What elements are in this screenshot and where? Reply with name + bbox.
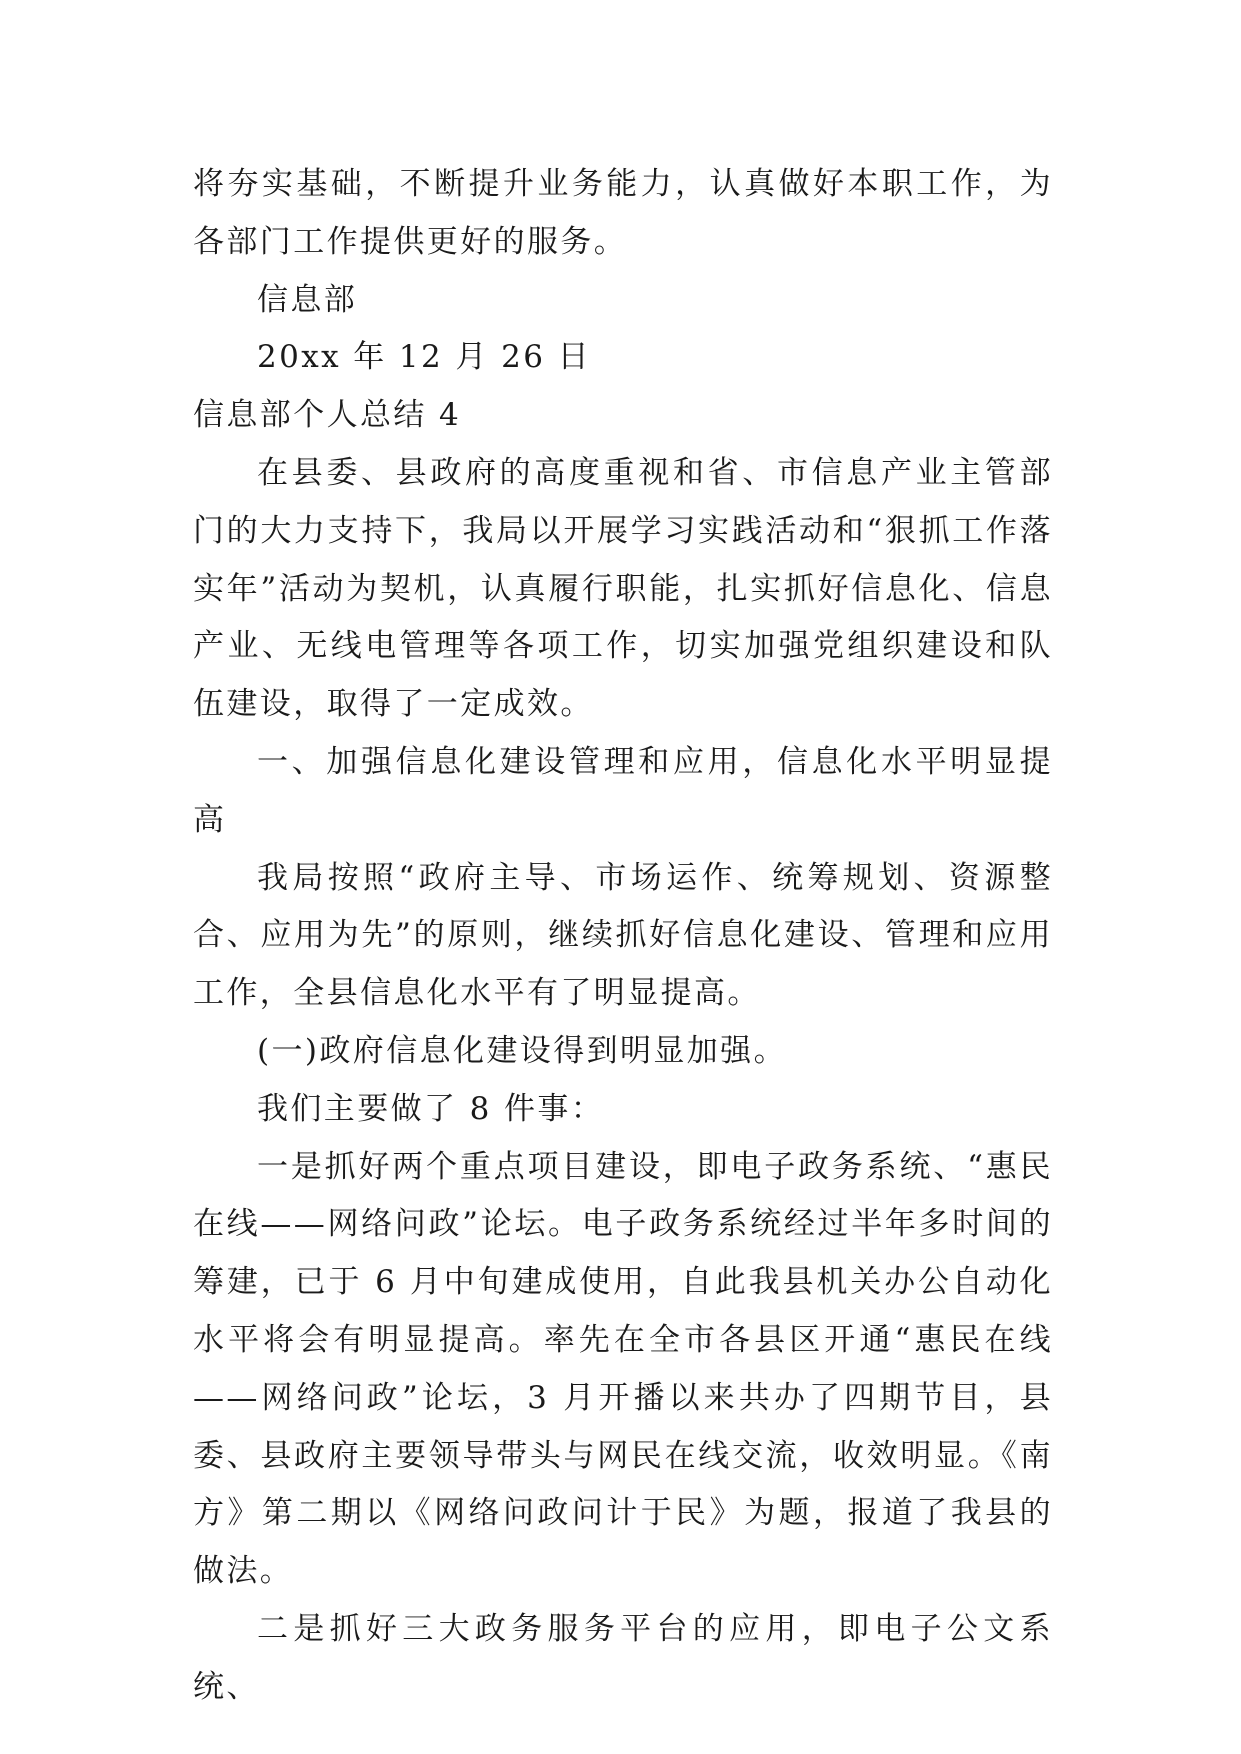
document-body bbox=[193, 156, 1053, 1717]
heading-section-1: 一、加强信息化建设管理和应用，信息化水平明显提高 bbox=[193, 743, 1053, 838]
paragraph-item-2: 二是抓好三大政务服务平台的应用，即电子公文系统、 bbox=[193, 1610, 1053, 1705]
paragraph-eight-things: 我们主要做了 8 件事： bbox=[257, 1090, 605, 1127]
subheading-1: (一)政府信息化建设得到明显加强。 bbox=[257, 1032, 787, 1069]
paragraph-intro: 在县委、县政府的高度重视和省、市信息产业主管部门的大力支持下，我局以开展学习实践活动和“狠抓工作落实年”活动为契机，认真履行职能，扎实抓好信息化、信息产业、无线电管理等各项工作，切实加强党组织建设和队伍建设，取得了一定成效。 bbox=[193, 454, 1053, 723]
paragraph-item-1: 一是抓好两个重点项目建设，即电子政务系统、“惠民在线——网络问政”论坛。电子政务系统经过半年多时间的筹建，已于 6 月中旬建成使用，自此我县机关办公自动化水平将会有明显提高。率先在全市各县区开通“惠民在线——网络问政”论坛，3 月开播以来共办了四期节目，县委、县政府主要领导带头与网民在线交流，收效明显。《南方》第二期以《网络问政问计于民》为题，报道了我县的做法。 bbox=[193, 1148, 1053, 1590]
paragraph-continuation: 将夯实基础，不断提升业务能力，认真做好本职工作，为各部门工作提供更好的服务。 bbox=[193, 166, 1053, 260]
signature-department: 信息部 bbox=[257, 281, 358, 318]
section-title: 信息部个人总结 4 bbox=[193, 397, 462, 434]
signature-date: 20xx 年 12 月 26 日 bbox=[257, 339, 591, 376]
paragraph-principles: 我局按照“政府主导、市场运作、统筹规划、资源整合、应用为先”的原则，继续抓好信息化建设、管理和应用工作，全县信息化水平有了明显提高。 bbox=[193, 859, 1053, 1012]
